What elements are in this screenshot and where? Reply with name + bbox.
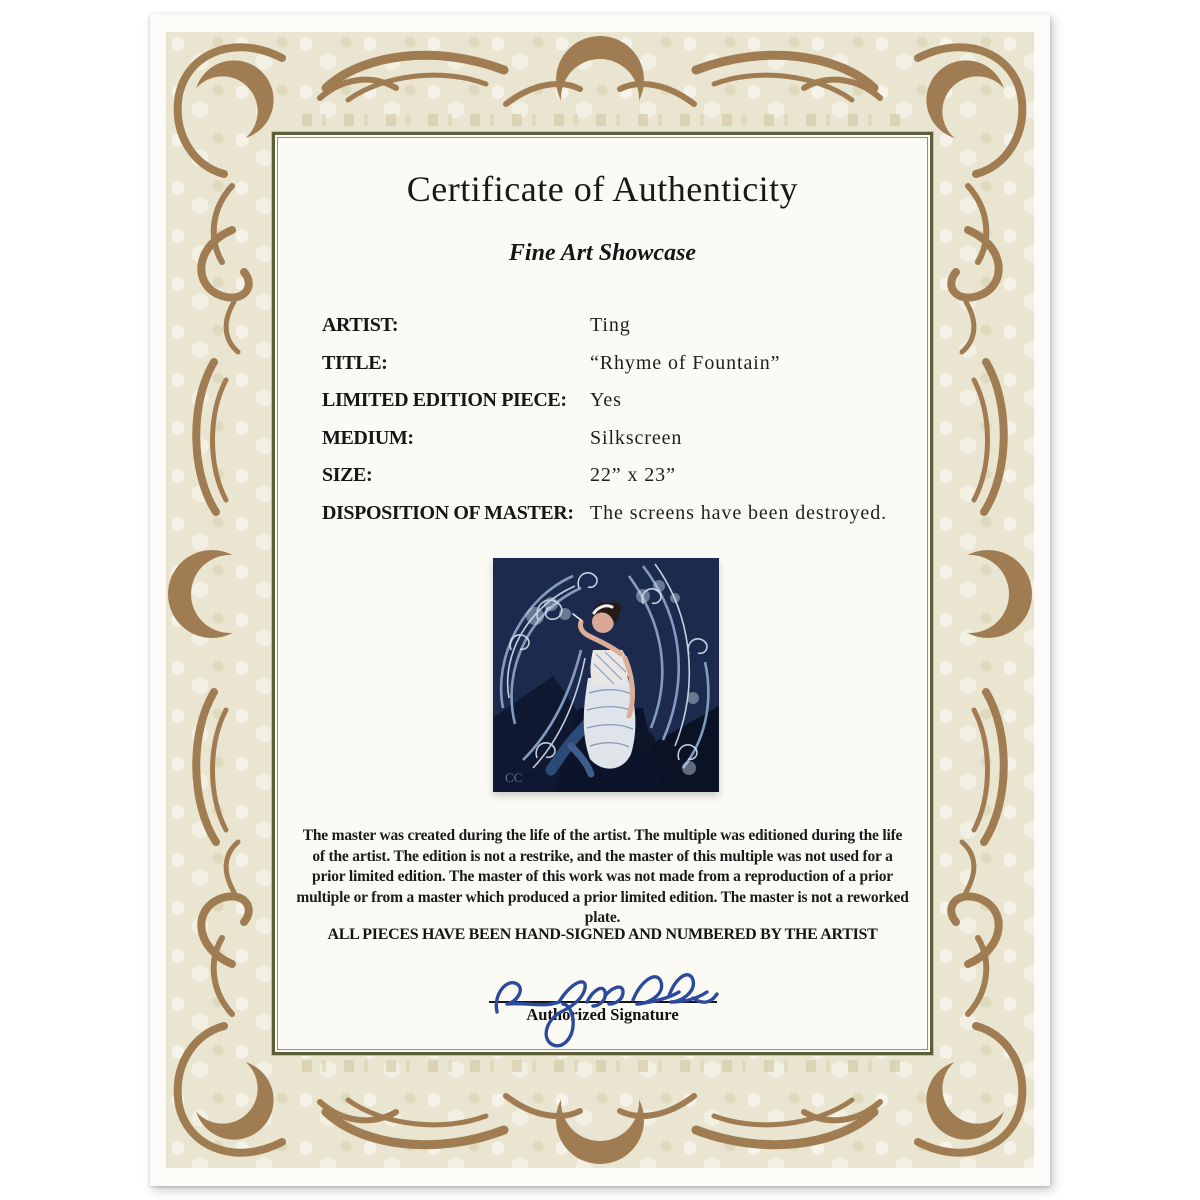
field-row-title [322, 352, 903, 390]
field-label: TITLE: [322, 351, 388, 374]
field-value: Ting [590, 314, 631, 336]
field-value: 22” x 23” [590, 464, 676, 487]
field-label: MEDIUM: [322, 426, 414, 449]
artwork-watermark: CC [504, 770, 522, 785]
signature-block [278, 958, 927, 1058]
fields-table [322, 314, 903, 540]
hand-signed-statement: ALL PIECES HAVE BEEN HAND-SIGNED AND NUMBERED BY THE ARTIST [327, 926, 878, 943]
certificate-paper [150, 14, 1050, 1186]
field-value: Yes [590, 389, 622, 412]
field-value: “Rhyme of Fountain” [590, 351, 781, 374]
field-label: SIZE: [322, 464, 373, 487]
border-motif-row-top [296, 114, 904, 126]
field-label: LIMITED EDITION PIECE: [322, 389, 567, 412]
legal-text: The master was created during the life of the artist. The multiple was editioned during the life of the artist. The edition is not a restrike, and the master of this multiple was not used for a prior limited edition. The master of this work was not made from a reproduction of a prior multiple or from a master which produced a prior limited edition. The master is not a reworked plate. [296, 827, 909, 926]
signature-label: Authorized Signature [526, 1005, 679, 1024]
field-row-limited-edition [322, 389, 903, 427]
border-motif-row-bottom [296, 1060, 904, 1072]
field-label: DISPOSITION OF MASTER: [322, 501, 574, 524]
artwork-image [493, 558, 719, 792]
field-value: Silkscreen [590, 426, 683, 449]
field-row-medium [322, 427, 903, 465]
signature-ink [483, 952, 723, 1052]
certificate-panel-inner-border [277, 137, 928, 1050]
certificate-panel [272, 132, 933, 1055]
field-row-size [322, 464, 903, 502]
field-label: ARTIST: [322, 314, 399, 336]
field-row-artist [322, 314, 903, 352]
issuer-name: Fine Art Showcase [508, 240, 697, 266]
field-value: The screens have been destroyed. [590, 501, 888, 524]
certificate-title: Certificate of Authenticity [406, 169, 799, 209]
field-row-disposition [322, 502, 903, 540]
